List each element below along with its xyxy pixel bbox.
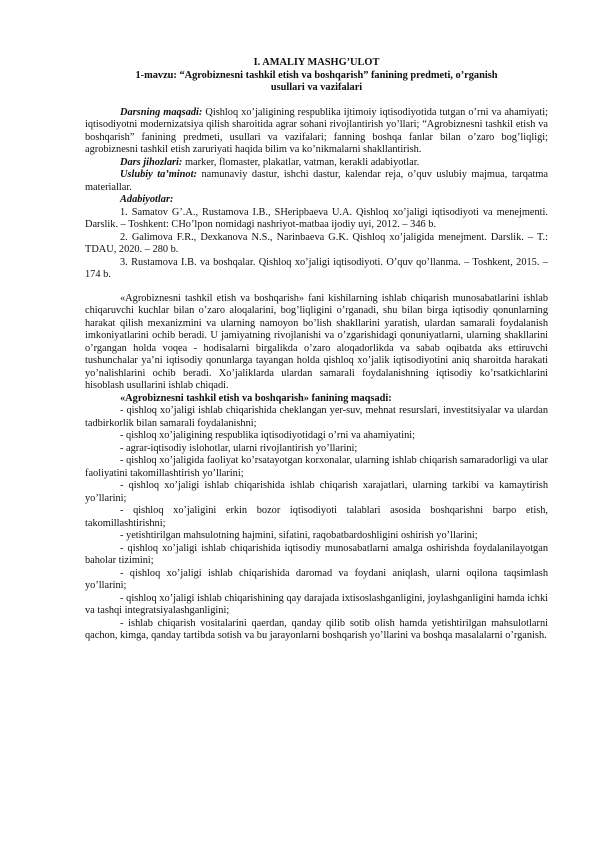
goal-item: - qishloq xo’jaligida faoliyat ko’rsatayotgan korxonalar, ularning ishlab chiqarish samaradorligi va ular faoliyatini takomillashtirish yo’llarini; <box>85 455 548 479</box>
lesson-equipment-text: marker, flomaster, plakatlar, vatman, kerakli adabiyotlar. <box>182 156 420 168</box>
methodical-support <box>85 169 548 194</box>
goal-item: - qishloq xo’jaligining respublika iqtisodiyotidagi o’rni va ahamiyatini; <box>120 430 416 441</box>
literature-item: 2. Galimova F.R., Dexkanova N.S., Narinbaeva G.K. Qishloq xo’jaligida menejment. Darslik. – T.: TDAU, 2020. – 280 b. <box>85 231 548 255</box>
goal-item: - qishloq xo’jaligi ishlab chiqarishining qay darajada ixtisoslashganligini, joylashganligini hamda ichki va tashqi integratsiyalashganligini; <box>85 592 548 616</box>
goal-item: - yetishtirilgan mahsulotning hajmini, sifatini, raqobatbardoshligini oshirish yo’llarini; <box>120 530 478 541</box>
goals-heading: «Agrobiznesni tashkil etish va boshqarish» fanining maqsadi: <box>120 392 392 404</box>
literature-item: 3. Rustamova I.B. va boshqalar. Qishloq xo’jaligi iqtisodiyoti. O’quv qo’llanma. – Toshkent, 2015. – 174 b. <box>85 256 548 280</box>
literature-heading <box>85 194 548 207</box>
goal-item: - ishlab chiqarish vositalarini qaerdan, qanday qilib sotib olish hamda yetishtirilgan mahsulotlarni qachon, kimga, qanday tartibda sotish va bu jarayonlarni boshqarish yo’llarini va boshqa masalalarni o’rganish. <box>85 617 548 641</box>
methodical-support-text: namunaviy dastur, ishchi dastur, kalendar reja, o’quv uslubiy majmua, tarqatma materiallar. <box>85 169 549 193</box>
goal-item: - agrar-iqtisodiy islohotlar, ularni rivojlantirish yo’llarini; <box>120 442 358 454</box>
goal-item: - qishloq xo’jaligi ishlab chiqarishida iqtisodiy munosabatlarni amalga oshirishda foydalanilayotgan baholar tizimini; <box>85 542 548 566</box>
goal-item: - qishloq xo’jaligi ishlab chiqarishida daromad va foydani aniqlash, ularni oqilona taqsimlash yo’llarini; <box>85 567 548 591</box>
literature-label: Adabiyotlar: <box>120 194 174 205</box>
topic-subtitle-line1: 1-mavzu: “Agrobiznesni tashkil etish va boshqarish” fanining predmeti, o’rganish <box>135 69 498 81</box>
topic-subtitle <box>85 70 548 95</box>
topic-subtitle-line2: usullari va vazifalari <box>270 82 363 93</box>
methodical-support-label: Uslubiy ta’minot: <box>120 169 197 180</box>
goal-item: - qishloq xo’jaligi ishlab chiqarishida ishlab chiqarish xarajatlari, ularning tarkibi va kamaytirish yo’llarini; <box>85 480 548 504</box>
literature-item: 1. Samatov G’.A., Rustamova I.B., SHeripbaeva U.A. Qishloq xo’jaligi iqtisodiyoti va menejmenti. Darslik. – Toshkent: CHo’lpon nomidagi nashriyot-matbaa ijodiy uyi, 2012. – 346 b. <box>85 206 548 230</box>
lesson-purpose <box>85 107 548 157</box>
lesson-equipment-label: Dars jihozlari: <box>120 156 183 168</box>
page-title: I. AMALIY MASHG’ULOT <box>253 57 380 68</box>
lesson-equipment <box>85 157 548 170</box>
goal-item: - qishloq xo’jaligini erkin bozor iqtisodiyoti talablari asosida boshqarishni barpo etish, takomillashtirishni; <box>85 505 548 529</box>
goal-item: - qishloq xo’jaligi ishlab chiqarishida cheklangan yer-suv, mehnat resurslari, investitsiyalar va ulardan tadbirkorlik bilan samarali foydalanishni; <box>85 405 548 429</box>
section-spacer <box>85 282 548 293</box>
lesson-purpose-label: Darsning maqsadi: <box>120 106 203 118</box>
body-paragraph: «Agrobiznesni tashkil etish va boshqarish» fani kishilarning ishlab chiqarish munosabatlarini ishlab chiqaruvchi kuchlar bilan o’zaro aloqalarini, bog’liqligini o’rganadi, shu bilan birga iqtisodiy qonunlarning harakat qilish mexanizmini va ularning namoyon bo’lish shakllarini yaratish, ulardan samarali foydalanish imkoniyatlarini ochib beradi. U jamiyatning rivojlanishi va o’zgarishidagi qonuniyatlarni, ularning shakllarini o’rgangan holda voqea - hodisalarni birgalikda o’zaro aloqadorlikda va sabab oqibatda aks ettiruvchi tushunchalar ya’ni iqtisodiy qonunlarga tayangan holda qishloq xo’jalik iqtisodiyotini aniq sharoitda harakati yo’nalishlarini ochib beradi. Xo’jaliklarda ulardan samarali foydalanishning iqtisodiy ko’rsatkichlarini hisoblash usullarini ishlab chiqadi. <box>85 292 548 391</box>
lesson-purpose-text: Qishloq xo’jaligining respublika ijtimoiy iqtisodiyotida tutgan o’rni va ahamiyati; iqtisodiyotni modernizatsiya qilish sharoitida agrar sohani rivojlantirish yo’llari; “Agrobiznesni tashkil etish va boshqarish” fanining predmeti, usullari va vazifalari; fanning boshqa fanlar bilan o’zaro bog’liqligi; agrobiznesni tashkil etish zaruriyati haqida bilim va ko’nikmalarni shakllantirish. <box>85 106 548 155</box>
